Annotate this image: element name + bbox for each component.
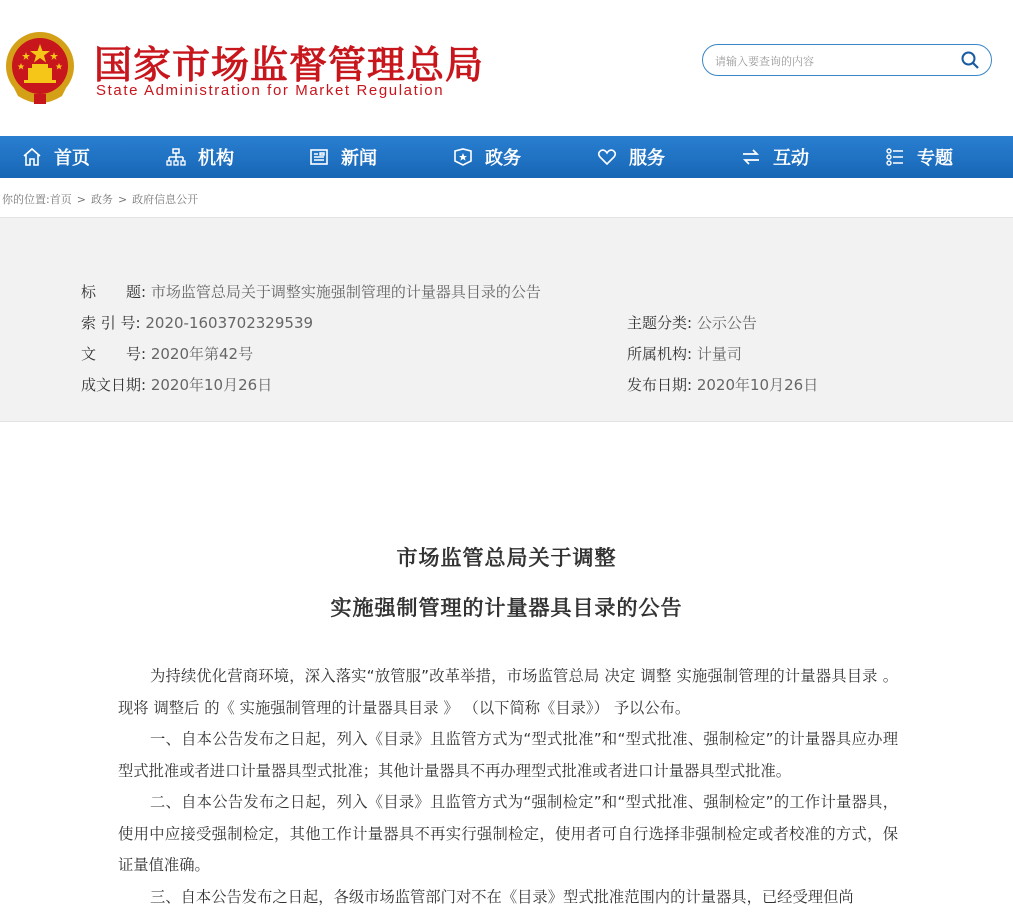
breadcrumb-separator: > bbox=[117, 193, 128, 206]
nav-label-interact: 互动 bbox=[773, 148, 809, 169]
nav-label-gov: 政务 bbox=[485, 148, 521, 169]
search-icon[interactable] bbox=[961, 51, 979, 69]
news-icon bbox=[309, 147, 329, 167]
meta-title-value: 市场监管总局关于调整实施强制管理的计量器具目录的公告 bbox=[150, 283, 541, 301]
nav-item-interact[interactable] bbox=[741, 136, 809, 178]
nav-item-gov[interactable] bbox=[453, 136, 521, 178]
nav-label-service: 服务 bbox=[629, 148, 665, 169]
meta-docno-row bbox=[81, 343, 253, 364]
exchange-icon bbox=[741, 147, 761, 167]
meta-created-label: 成文日期: bbox=[81, 376, 147, 394]
breadcrumb-home[interactable]: 首页 bbox=[49, 193, 72, 206]
breadcrumb-info-disclosure[interactable]: 政府信息公开 bbox=[132, 193, 199, 206]
gov-icon bbox=[453, 147, 473, 167]
search-box bbox=[702, 44, 992, 76]
org-icon bbox=[166, 147, 186, 167]
breadcrumb bbox=[2, 191, 198, 207]
nav-item-service[interactable] bbox=[597, 136, 665, 178]
article-title-line2: 实施强制管理的计量器具目录的公告 bbox=[330, 595, 683, 620]
meta-topic-row bbox=[627, 312, 757, 333]
nav-label-topic: 专题 bbox=[917, 148, 953, 169]
nav-label-org: 机构 bbox=[198, 148, 234, 169]
meta-created-value: 2020年10月26日 bbox=[150, 376, 273, 394]
article-paragraph-2: 二、自本公告发布之日起，列入《目录》且监管方式为“强制检定”和“型式批准、强制检定”的工作计量器具，使用中应接受强制检定，其他工作计量器具不再实行强制检定，使用者可自行选择非强制检定或者校准的方式，保证量值准确。 bbox=[118, 793, 898, 874]
site-header bbox=[0, 0, 1013, 136]
meta-title-row bbox=[81, 281, 541, 302]
meta-index-value: 2020-1603702329539 bbox=[145, 314, 314, 332]
main-nav bbox=[0, 136, 1013, 178]
document-meta-box bbox=[0, 217, 1013, 422]
site-subtitle: State Administration for Market Regulation bbox=[96, 82, 445, 99]
meta-org-row bbox=[627, 343, 742, 364]
nav-label-news: 新闻 bbox=[341, 148, 377, 169]
nav-label-home: 首页 bbox=[54, 148, 90, 169]
meta-published-row bbox=[627, 374, 818, 395]
breadcrumb-gov[interactable]: 政务 bbox=[90, 193, 113, 206]
meta-published-label: 发布日期: bbox=[627, 376, 693, 394]
national-emblem-icon bbox=[4, 30, 76, 106]
meta-docno-label: 文 号: bbox=[81, 345, 147, 363]
meta-docno-value: 2020年第42号 bbox=[150, 345, 254, 363]
meta-created-row bbox=[81, 374, 272, 395]
meta-org-label: 所属机构: bbox=[627, 345, 693, 363]
breadcrumb-prefix: 你的位置: bbox=[2, 193, 50, 206]
meta-topic-value: 公示公告 bbox=[696, 314, 757, 332]
article-paragraph-3: 三、自本公告发布之日起，各级市场监管部门对不在《目录》型式批准范围内的计量器具，已经受理但尚 bbox=[150, 888, 854, 906]
heart-icon bbox=[597, 147, 617, 167]
article-content bbox=[0, 422, 1013, 917]
nav-item-topic[interactable] bbox=[885, 136, 953, 178]
nav-item-org[interactable] bbox=[166, 136, 234, 178]
breadcrumb-separator: > bbox=[76, 193, 86, 206]
article-title-line1: 市场监管总局关于调整 bbox=[396, 545, 617, 570]
article-paragraph-1: 一、自本公告发布之日起，列入《目录》且监管方式为“型式批准”和“型式批准、强制检定”的计量器具应办理型式批准或者进口计量器具型式批准；其他计量器具不再办理型式批准或者进口计量器具型式批准。 bbox=[118, 730, 898, 780]
search-input[interactable] bbox=[713, 51, 957, 71]
article-paragraph-intro: 为持续优化营商环境，深入落实“放管服”改革举措，市场监管总局 决定 调整 实施强制管理的计量器具目录 。 现将 调整后 的《 实施强制管理的计量器具目录 》 （以下简称《目录》） 予以公布。 bbox=[118, 667, 898, 717]
home-icon bbox=[22, 147, 42, 167]
site-title[interactable]: 国家市场监督管理总局 bbox=[94, 43, 485, 87]
meta-index-row bbox=[81, 312, 313, 333]
meta-org-value: 计量司 bbox=[696, 345, 742, 363]
nav-item-news[interactable] bbox=[309, 136, 377, 178]
meta-title-label: 标 题: bbox=[81, 283, 147, 301]
nav-item-home[interactable] bbox=[22, 136, 90, 178]
meta-topic-label: 主题分类: bbox=[627, 314, 693, 332]
meta-index-label: 索 引 号: bbox=[81, 314, 141, 332]
meta-published-value: 2020年10月26日 bbox=[696, 376, 819, 394]
topic-icon bbox=[885, 147, 905, 167]
